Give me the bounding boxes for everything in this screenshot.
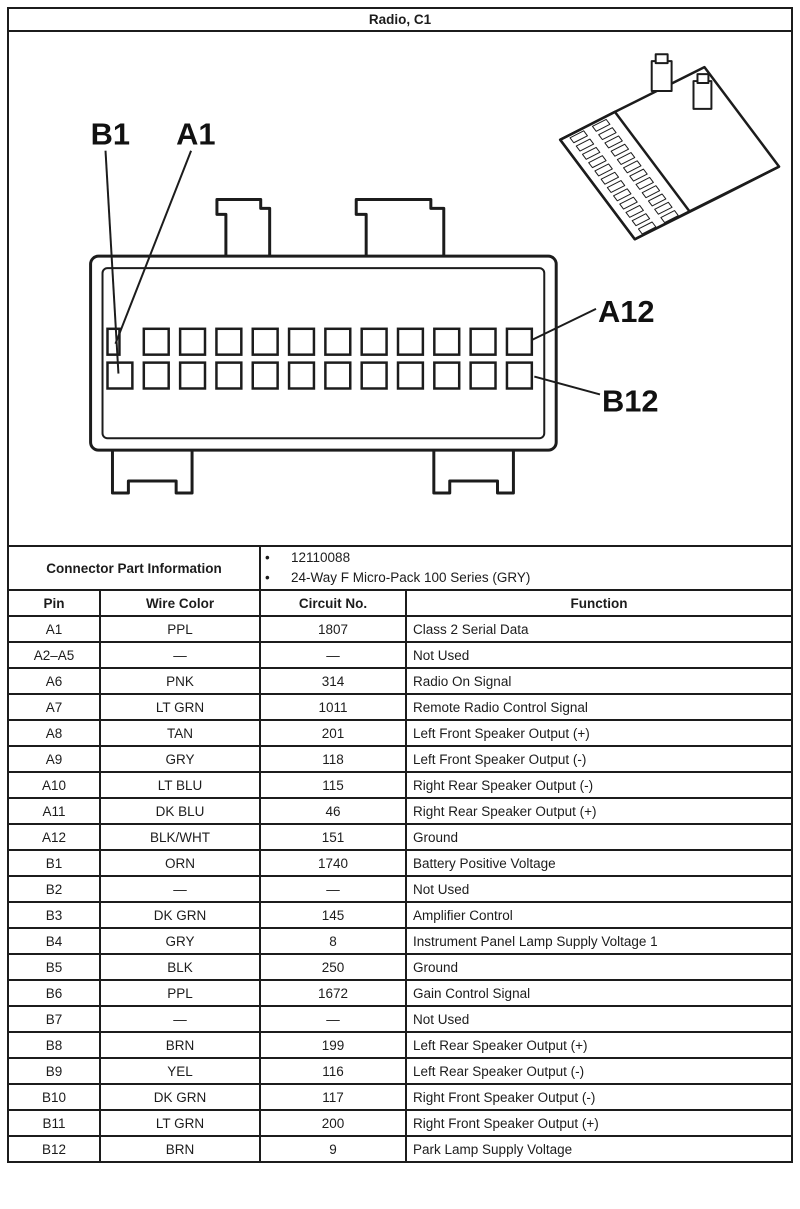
pin-cell: B4 <box>8 928 100 954</box>
pinout-row <box>8 1136 792 1162</box>
pin-cell: B1 <box>8 850 100 876</box>
wire-color-cell: BLK <box>100 954 260 980</box>
pin-cell: B9 <box>8 1058 100 1084</box>
circuit-no-cell: 1672 <box>260 980 406 1006</box>
top-latch-right-icon <box>356 199 444 256</box>
pinout-row <box>8 1032 792 1058</box>
pin-cell: A10 <box>8 772 100 798</box>
wire-color-cell: LT BLU <box>100 772 260 798</box>
header-wire-color: Wire Color <box>100 590 260 616</box>
circuit-no-cell: 8 <box>260 928 406 954</box>
pin-label-a12: A12 <box>597 293 655 329</box>
iso-view <box>560 54 779 239</box>
wire-color-cell: BRN <box>100 1136 260 1162</box>
function-cell: Left Front Speaker Output (-) <box>406 746 792 772</box>
pin-cell: B12 <box>8 1136 100 1162</box>
circuit-no-cell: 314 <box>260 668 406 694</box>
circuit-no-cell: 250 <box>260 954 406 980</box>
pin-cavity <box>471 363 496 389</box>
function-cell: Right Rear Speaker Output (-) <box>406 772 792 798</box>
circuit-no-cell: 46 <box>260 798 406 824</box>
wire-color-cell: ORN <box>100 850 260 876</box>
pin-cell: B8 <box>8 1032 100 1058</box>
pin-cavity <box>507 329 532 355</box>
circuit-no-cell: 151 <box>260 824 406 850</box>
pinout-row <box>8 616 792 642</box>
pinout-row <box>8 928 792 954</box>
pin-cell: A11 <box>8 798 100 824</box>
leader-line-a12 <box>532 309 596 340</box>
pinout-row <box>8 876 792 902</box>
pin-cell: A9 <box>8 746 100 772</box>
pin-cavity <box>434 363 459 389</box>
pin-cell: B11 <box>8 1110 100 1136</box>
function-cell: Ground <box>406 954 792 980</box>
pin-cavity <box>434 329 459 355</box>
pin-cavity <box>107 363 132 389</box>
header-pin: Pin <box>8 590 100 616</box>
pin-label-b1: B1 <box>90 116 131 152</box>
connector-series: 24-Way F Micro-Pack 100 Series (GRY) <box>291 570 531 585</box>
pinout-row <box>8 720 792 746</box>
pinout-row <box>8 980 792 1006</box>
wire-color-cell: PPL <box>100 980 260 1006</box>
function-cell: Instrument Panel Lamp Supply Voltage 1 <box>406 928 792 954</box>
leader-line-a1 <box>115 151 191 344</box>
connector-part-info-heading: Connector Part Information <box>8 546 260 590</box>
pinout-row <box>8 954 792 980</box>
pin-cavity <box>289 363 314 389</box>
pinout-row <box>8 1058 792 1084</box>
pin-cavity <box>362 363 387 389</box>
pinout-row <box>8 798 792 824</box>
function-cell: Right Front Speaker Output (+) <box>406 1110 792 1136</box>
part-number-item <box>265 548 787 568</box>
function-cell: Radio On Signal <box>406 668 792 694</box>
pin-cavity <box>216 329 241 355</box>
header-function: Function <box>406 590 792 616</box>
wire-color-cell: TAN <box>100 720 260 746</box>
pin-cavity <box>398 329 423 355</box>
wire-color-cell: GRY <box>100 746 260 772</box>
pinout-row <box>8 1110 792 1136</box>
function-cell: Not Used <box>406 1006 792 1032</box>
pinout-row <box>8 668 792 694</box>
wire-color-cell: — <box>100 876 260 902</box>
pin-cell: B5 <box>8 954 100 980</box>
function-cell: Gain Control Signal <box>406 980 792 1006</box>
circuit-no-cell: 116 <box>260 1058 406 1084</box>
pinout-row <box>8 824 792 850</box>
circuit-no-cell: 117 <box>260 1084 406 1110</box>
pin-cavity <box>180 329 205 355</box>
wire-color-cell: LT GRN <box>100 694 260 720</box>
function-cell: Not Used <box>406 642 792 668</box>
pin-label-a1: A1 <box>176 116 216 152</box>
wire-color-cell: DK GRN <box>100 902 260 928</box>
function-cell: Right Front Speaker Output (-) <box>406 1084 792 1110</box>
wire-color-cell: — <box>100 642 260 668</box>
pin-cell: B2 <box>8 876 100 902</box>
pinout-table-top <box>8 546 792 616</box>
pin-cavity <box>253 329 278 355</box>
connector-part-info <box>260 546 792 590</box>
pin-cell: B7 <box>8 1006 100 1032</box>
bullet-icon: • <box>265 570 270 585</box>
pin-cell: A2–A5 <box>8 642 100 668</box>
wire-color-cell: GRY <box>100 928 260 954</box>
function-cell: Right Rear Speaker Output (+) <box>406 798 792 824</box>
pin-label-b12: B12 <box>601 383 659 419</box>
pin-cavity <box>180 363 205 389</box>
pin-cavity <box>325 363 350 389</box>
circuit-no-cell: 1807 <box>260 616 406 642</box>
connector-diagram-box <box>7 32 793 545</box>
wire-color-cell: BLK/WHT <box>100 824 260 850</box>
function-cell: Amplifier Control <box>406 902 792 928</box>
pinout-table <box>7 545 793 1163</box>
circuit-no-cell: — <box>260 1006 406 1032</box>
wire-color-cell: DK GRN <box>100 1084 260 1110</box>
connector-info-row <box>8 546 792 590</box>
function-cell: Ground <box>406 824 792 850</box>
circuit-no-cell: 115 <box>260 772 406 798</box>
circuit-no-cell: — <box>260 642 406 668</box>
front-pin-grid <box>107 329 531 389</box>
pinout-row <box>8 850 792 876</box>
wire-color-cell: BRN <box>100 1032 260 1058</box>
circuit-no-cell: — <box>260 876 406 902</box>
pin-cell: A12 <box>8 824 100 850</box>
pin-cavity <box>216 363 241 389</box>
circuit-no-cell: 1740 <box>260 850 406 876</box>
page-title: Radio, C1 <box>7 7 793 32</box>
circuit-no-cell: 145 <box>260 902 406 928</box>
pin-cell: B10 <box>8 1084 100 1110</box>
circuit-no-cell: 200 <box>260 1110 406 1136</box>
pin-cavity <box>253 363 278 389</box>
pin-cavity <box>325 329 350 355</box>
pin-cavity <box>144 329 169 355</box>
bottom-foot-left-icon <box>112 451 192 493</box>
pin-cell: A1 <box>8 616 100 642</box>
function-cell: Class 2 Serial Data <box>406 616 792 642</box>
pin-cavity <box>507 363 532 389</box>
function-cell: Left Front Speaker Output (+) <box>406 720 792 746</box>
function-cell: Park Lamp Supply Voltage <box>406 1136 792 1162</box>
function-cell: Remote Radio Control Signal <box>406 694 792 720</box>
pinout-row <box>8 902 792 928</box>
circuit-no-cell: 1011 <box>260 694 406 720</box>
manual-page <box>7 7 793 1163</box>
pin-cavity <box>289 329 314 355</box>
function-cell: Not Used <box>406 876 792 902</box>
pinout-row <box>8 772 792 798</box>
pinout-row <box>8 1006 792 1032</box>
bottom-foot-right-icon <box>434 451 514 493</box>
pin-cavity <box>362 329 387 355</box>
top-latch-left-icon <box>217 199 270 256</box>
wire-color-cell: — <box>100 1006 260 1032</box>
pin-cell: A8 <box>8 720 100 746</box>
wire-color-cell: PPL <box>100 616 260 642</box>
bullet-icon: • <box>265 550 270 565</box>
wire-color-cell: YEL <box>100 1058 260 1084</box>
pin-cell: A7 <box>8 694 100 720</box>
circuit-no-cell: 201 <box>260 720 406 746</box>
pin-cell: A6 <box>8 668 100 694</box>
pin-cavity <box>398 363 423 389</box>
wire-color-cell: PNK <box>100 668 260 694</box>
wire-color-cell: LT GRN <box>100 1110 260 1136</box>
pinout-row <box>8 694 792 720</box>
function-cell: Left Rear Speaker Output (-) <box>406 1058 792 1084</box>
circuit-no-cell: 9 <box>260 1136 406 1162</box>
pinout-row <box>8 1084 792 1110</box>
function-cell: Left Rear Speaker Output (+) <box>406 1032 792 1058</box>
pin-cell: B6 <box>8 980 100 1006</box>
pin-cavity <box>471 329 496 355</box>
pinout-table-body <box>8 616 792 1162</box>
table-header-row <box>8 590 792 616</box>
header-circuit-no: Circuit No. <box>260 590 406 616</box>
connector-line-art <box>9 32 791 545</box>
circuit-no-cell: 199 <box>260 1032 406 1058</box>
wire-color-cell: DK BLU <box>100 798 260 824</box>
pin-cell: B3 <box>8 902 100 928</box>
function-cell: Battery Positive Voltage <box>406 850 792 876</box>
pinout-row <box>8 642 792 668</box>
circuit-no-cell: 118 <box>260 746 406 772</box>
pin-cavity <box>144 363 169 389</box>
leader-lines <box>106 151 600 395</box>
pinout-row <box>8 746 792 772</box>
part-number: 12110088 <box>291 550 351 565</box>
connector-series-item <box>265 568 787 588</box>
